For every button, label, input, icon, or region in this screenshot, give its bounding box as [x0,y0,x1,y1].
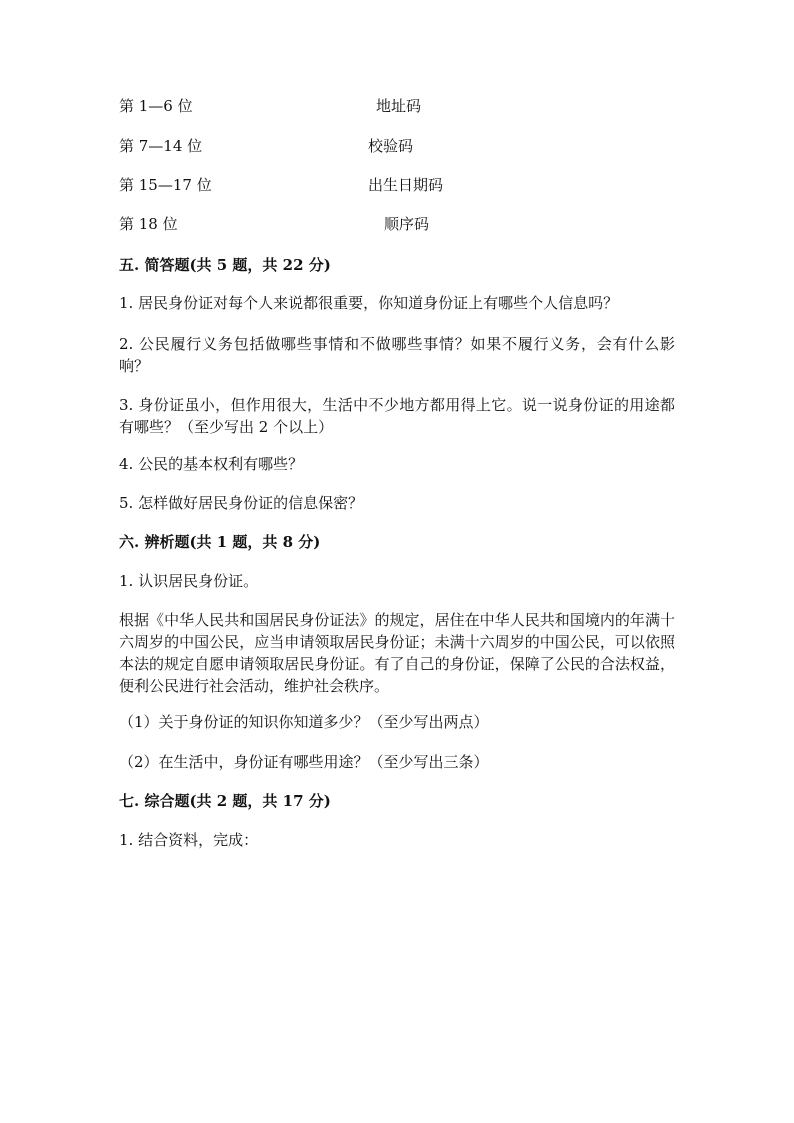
section-7-question-1: 1. 结合资料，完成： [119,831,259,849]
matching-right: 出生日期码 [368,176,444,194]
matching-row [119,137,679,157]
matching-right: 顺序码 [384,215,430,233]
section-6-subquestion-1: （1）关于身份证的知识你知道多少？（至少写出两点） [119,713,489,731]
matching-right: 地址码 [376,97,422,115]
matching-right: 校验码 [368,137,414,155]
section-5-question-3: 3. 身份证虽小，但作用很大，生活中不少地方都用得上它。说一说身份证的用途都有哪些？（至少写出 2 个以上） [119,396,675,436]
matching-left: 第 1—6 位 [119,97,193,115]
matching-left: 第 15—17 位 [119,176,212,194]
section-6-passage: 根据《中华人民共和国居民身份证法》的规定，居住在中华人民共和国境内的年满十六周岁的中国公民，应当申请领取居民身份证；未满十六周岁的中国公民，可以依照本法的规定自愿申请领取居民身份证。有了自己的身份证，保障了公民的合法权益，便利公民进行社会活动，维护社会秩序。 [119,611,675,695]
section-5-question-2: 2. 公民履行义务包括做哪些事情和不做哪些事情？如果不履行义务，会有什么影响？ [119,335,675,375]
section-7-title: 七. 综合题(共 2 题，共 17 分) [119,792,331,810]
section-6-title: 六. 辨析题(共 1 题，共 8 分) [119,533,321,551]
section-6-question-1: 1. 认识居民身份证。 [119,572,259,590]
matching-row [119,215,679,235]
matching-row [119,176,679,196]
matching-row [119,97,679,117]
section-5-question-1: 1. 居民身份证对每个人来说都很重要，你知道身份证上有哪些个人信息吗？ [119,294,619,312]
matching-left: 第 18 位 [119,215,178,233]
section-5-title: 五. 简答题(共 5 题，共 22 分) [119,256,331,274]
matching-left: 第 7—14 位 [119,137,203,155]
section-6-subquestion-2: （2）在生活中，身份证有哪些用途？（至少写出三条） [119,753,489,771]
section-5-question-5: 5. 怎样做好居民身份证的信息保密？ [119,494,364,512]
section-5-question-4: 4. 公民的基本权利有哪些？ [119,455,304,473]
